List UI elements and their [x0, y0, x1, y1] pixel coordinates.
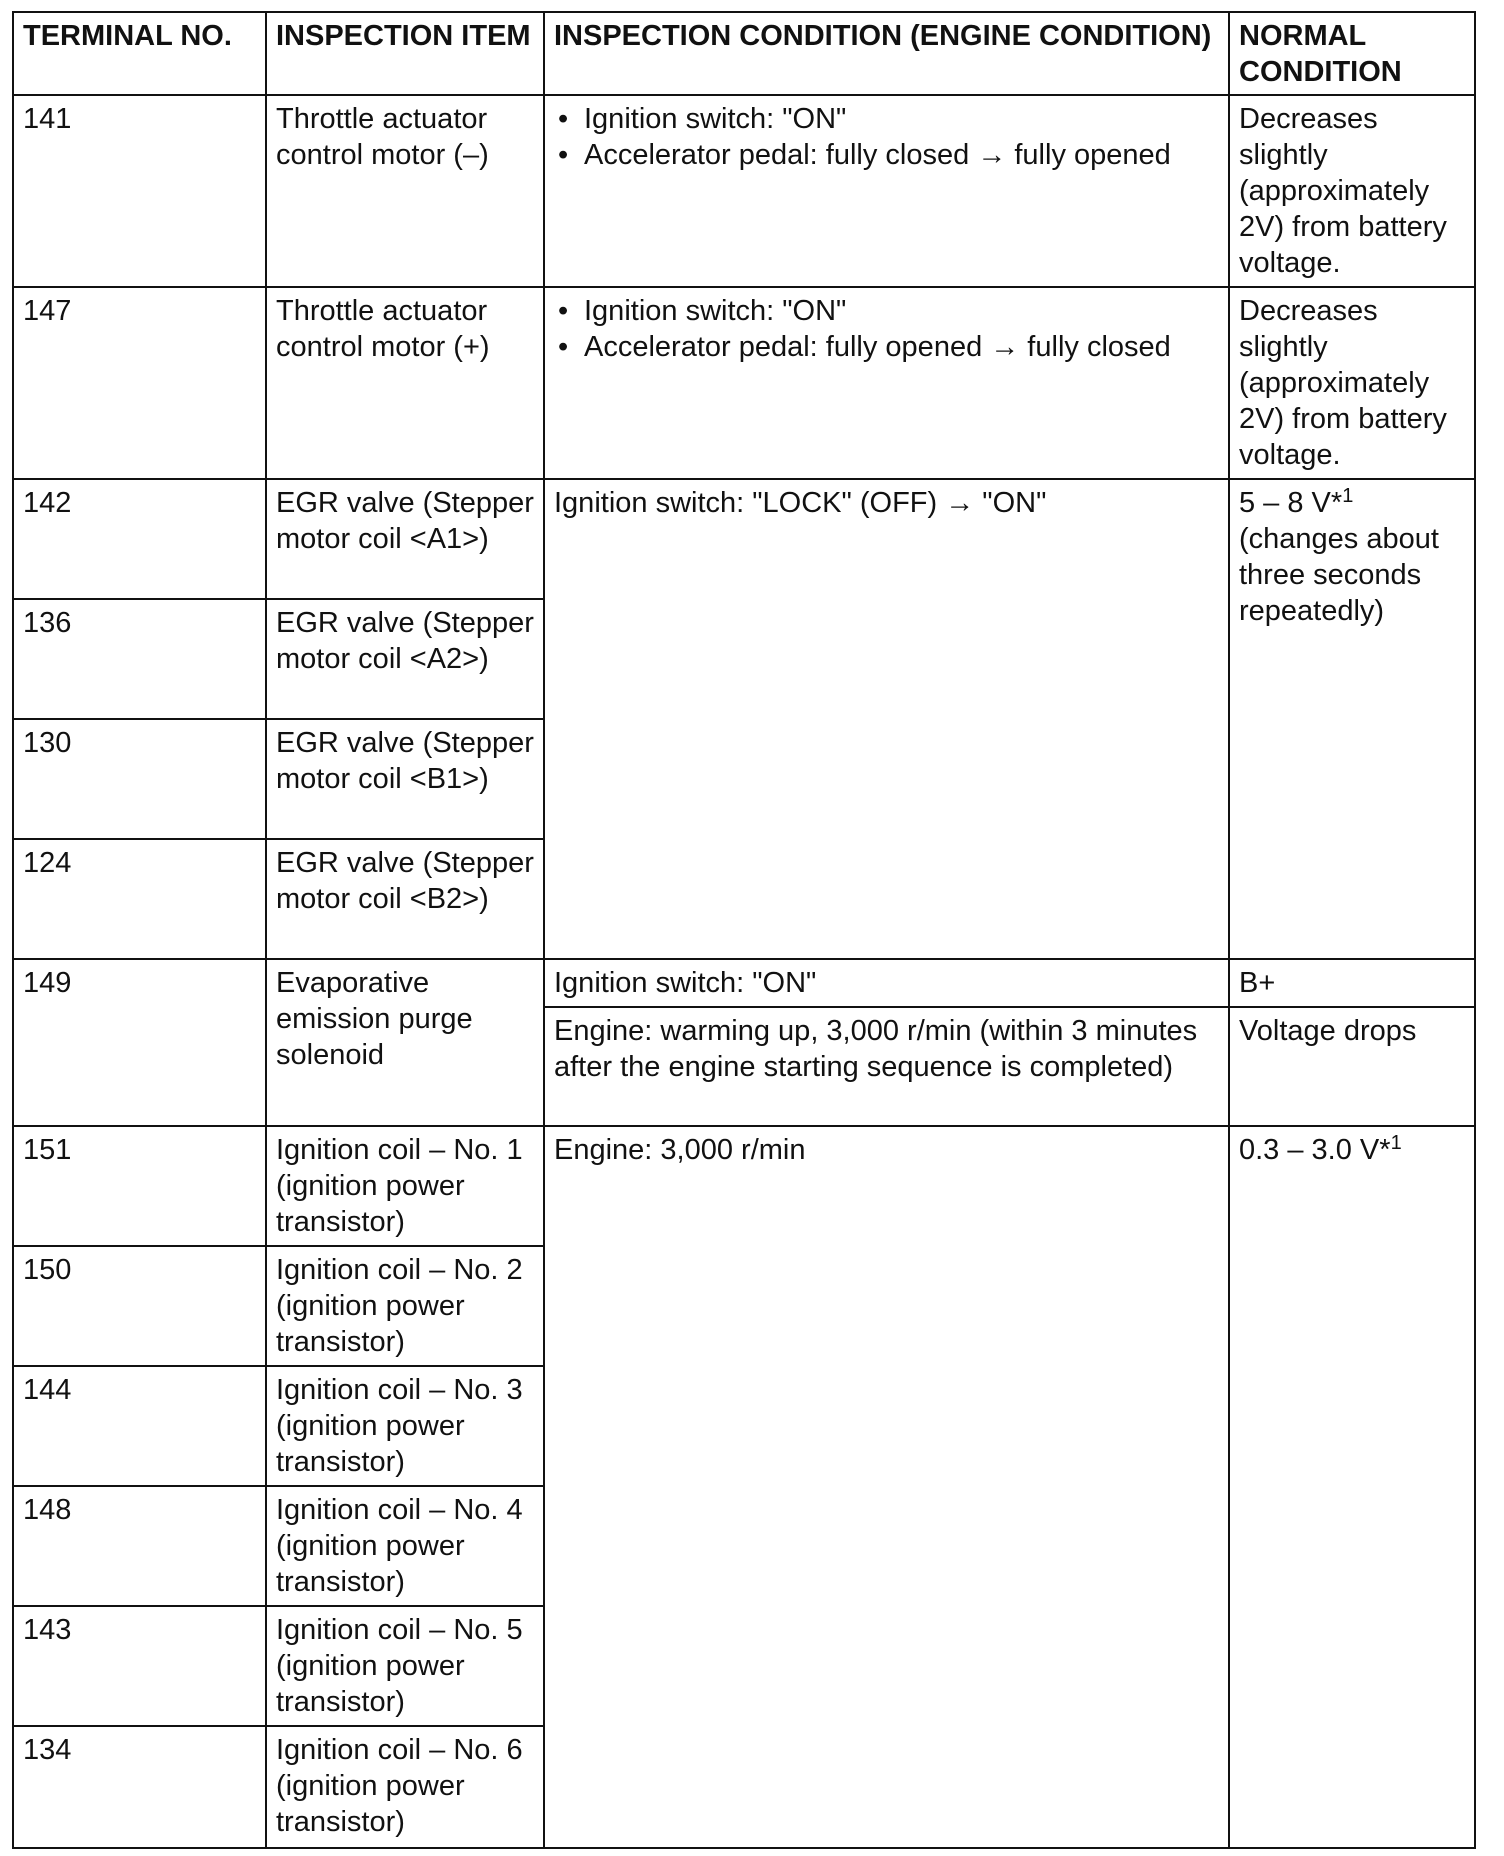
header-terminal: TERMINAL NO. [13, 12, 266, 95]
list-item: • Accelerator pedal: fully opened → fully closed [584, 329, 1219, 365]
header-condition: INSPECTION CONDITION (ENGINE CONDITION) [544, 12, 1229, 95]
list-item: • Ignition switch: "ON" [584, 293, 1219, 329]
item-cell: Ignition coil – No. 4 (ignition power transistor) [266, 1486, 544, 1606]
item-cell: Ignition coil – No. 3 (ignition power transistor) [266, 1366, 544, 1486]
terminal-cell: 134 [13, 1726, 266, 1848]
item-cell: EGR valve (Stepper motor coil <B1>) [266, 719, 544, 839]
inspection-table [12, 11, 1476, 1849]
list-item: • Ignition switch: "ON" [584, 101, 1219, 137]
normal-cell [1229, 1126, 1475, 1848]
normal-note: (changes about three seconds repeatedly) [1239, 523, 1439, 627]
footnote-mark: 1 [1390, 1132, 1402, 1154]
item-cell: Ignition coil – No. 6 (ignition power transistor) [266, 1726, 544, 1848]
header-item: INSPECTION ITEM [266, 12, 544, 95]
item-cell: Evaporative emission purge solenoid [266, 959, 544, 1126]
condition-list [554, 293, 1219, 365]
terminal-cell: 142 [13, 479, 266, 599]
normal-cell: B+ [1229, 959, 1475, 1007]
header-row [13, 12, 1475, 95]
terminal-cell: 147 [13, 287, 266, 479]
header-normal: NORMAL CONDITION [1229, 12, 1475, 95]
item-cell: Throttle actuator control motor (+) [266, 287, 544, 479]
condition-cell: Ignition switch: "LOCK" (OFF) → "ON" [544, 479, 1229, 959]
condition-cell: Engine: 3,000 r/min [544, 1126, 1229, 1848]
condition-cell: Engine: warming up, 3,000 r/min (within 3 minutes after the engine starting sequence is completed) [544, 1007, 1229, 1126]
terminal-cell: 130 [13, 719, 266, 839]
item-cell: Ignition coil – No. 5 (ignition power transistor) [266, 1606, 544, 1726]
normal-cell: Decreases slightly (approximately 2V) from battery voltage. [1229, 95, 1475, 287]
terminal-cell: 124 [13, 839, 266, 959]
table-row [13, 959, 1475, 1007]
condition-cell [544, 287, 1229, 479]
item-cell: EGR valve (Stepper motor coil <A1>) [266, 479, 544, 599]
item-cell: Ignition coil – No. 2 (ignition power transistor) [266, 1246, 544, 1366]
table-row [13, 1126, 1475, 1246]
item-cell: EGR valve (Stepper motor coil <A2>) [266, 599, 544, 719]
footnote-mark: 1 [1342, 485, 1354, 507]
item-cell: Ignition coil – No. 1 (ignition power transistor) [266, 1126, 544, 1246]
terminal-cell: 141 [13, 95, 266, 287]
normal-cell [1229, 479, 1475, 959]
item-cell: EGR valve (Stepper motor coil <B2>) [266, 839, 544, 959]
condition-cell: Ignition switch: "ON" [544, 959, 1229, 1007]
table-row [13, 95, 1475, 287]
terminal-cell: 143 [13, 1606, 266, 1726]
terminal-cell: 149 [13, 959, 266, 1126]
terminal-cell: 148 [13, 1486, 266, 1606]
item-cell: Throttle actuator control motor (–) [266, 95, 544, 287]
terminal-cell: 136 [13, 599, 266, 719]
table-row [13, 479, 1475, 599]
normal-value: 5 – 8 V* [1239, 487, 1343, 519]
table-row [13, 287, 1475, 479]
terminal-cell: 151 [13, 1126, 266, 1246]
condition-cell [544, 95, 1229, 287]
terminal-cell: 144 [13, 1366, 266, 1486]
normal-cell: Voltage drops [1229, 1007, 1475, 1126]
list-item: • Accelerator pedal: fully closed → fully opened [584, 137, 1219, 173]
normal-cell: Decreases slightly (approximately 2V) from battery voltage. [1229, 287, 1475, 479]
normal-value: 0.3 – 3.0 V* [1239, 1134, 1391, 1166]
condition-list [554, 101, 1219, 173]
terminal-cell: 150 [13, 1246, 266, 1366]
